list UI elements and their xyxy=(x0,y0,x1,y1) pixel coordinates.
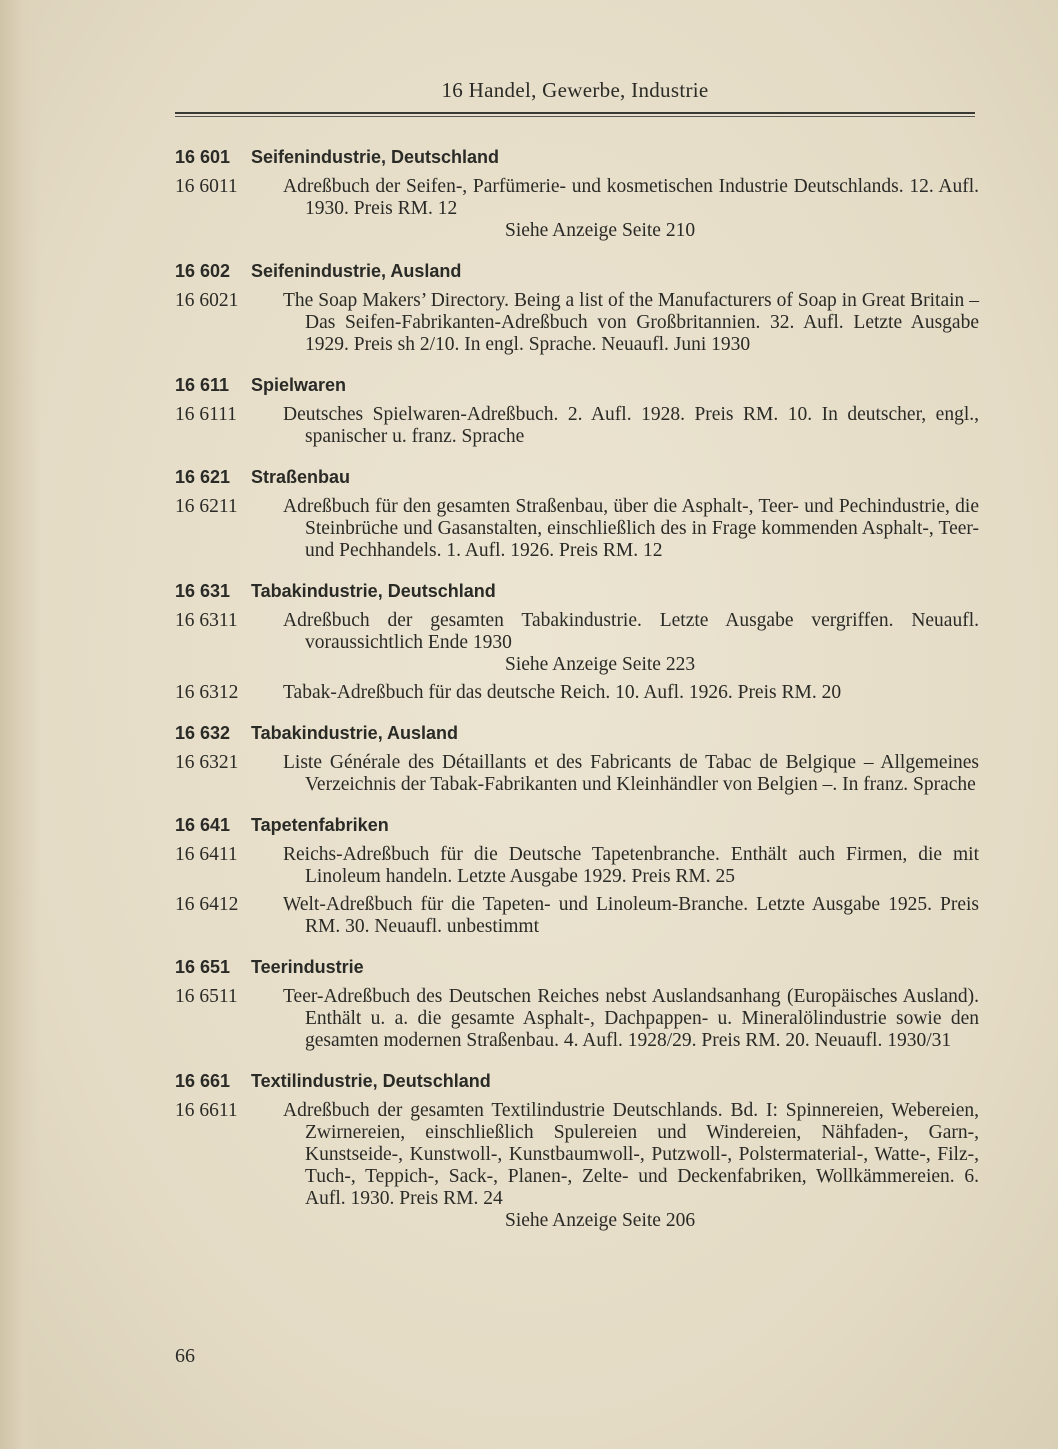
entry-number: 16 6011 xyxy=(175,176,238,197)
section-code: 16 641 xyxy=(175,815,231,835)
section-code: 16 602 xyxy=(175,261,231,281)
section xyxy=(175,466,979,562)
entry-text: Liste Générale des Détaillants et des Fabricants de Tabac de Belgique – Allgemeines Verzeichnis der Tabak-Fabrikanten und Kleinhändler von Belgien –. In franz. Sprache xyxy=(283,752,979,795)
section-code: 16 631 xyxy=(175,581,231,601)
entry-text: Adreßbuch der gesamten Tabakindustrie. Letzte Ausgabe vergriffen. Neuaufl. voraussichtlich Ende 1930 xyxy=(283,610,979,653)
ad-reference: Siehe Anzeige Seite 206 xyxy=(505,1210,696,1231)
section-heading xyxy=(175,814,979,836)
section xyxy=(175,374,979,448)
entry-number: 16 6111 xyxy=(175,404,237,425)
section-code: 16 651 xyxy=(175,957,231,977)
catalog-entry xyxy=(175,1100,979,1232)
catalog-entry xyxy=(175,610,979,676)
section-title: Teerindustrie xyxy=(251,957,364,977)
header-rule xyxy=(175,112,975,114)
entry-number: 16 6511 xyxy=(175,986,238,1007)
running-header: 16 Handel, Gewerbe, Industrie xyxy=(441,78,709,102)
entry-number: 16 6321 xyxy=(175,752,239,773)
entry-text: Adreßbuch der gesamten Textilindustrie Deutschlands. Bd. I: Spinnereien, Webereien, Zwirnereien, einschließlich Spulereien und Windereien, Nähfaden-, Garn-, Kunstseide-, Kunstwoll-, Kunstbaumwoll-, Putzwoll-, Polstermaterial-, Watte-, Filz-, Tuch-, Teppich-, Sack-, Planen-, Zelte- und Deckenfabriken, Wollkämmereien. 6. Aufl. 1930. Preis RM. 24 xyxy=(283,1100,979,1209)
entry-text: The Soap Makers’ Directory. Being a list of the Manufacturers of Soap in Great Britain – Das Seifen-Fabrikanten-Adreßbuch von Großbritannien. 32. Aufl. Letzte Ausgabe 1929. Preis sh 2/10. In engl. Sprache. Neuaufl. Juni 1930 xyxy=(283,290,979,355)
section-heading xyxy=(175,466,979,488)
section xyxy=(175,956,979,1052)
section-title: Seifenindustrie, Deutschland xyxy=(251,147,500,167)
section-title: Tabakindustrie, Deutschland xyxy=(251,581,496,601)
entry-text: Teer-Adreßbuch des Deutschen Reiches nebst Auslandsanhang (Europäisches Ausland). Enthält u. a. die gesamte Asphalt-, Dachpappen- u. Mineralölindustrie sowie den gesamten modernen Straßenbau. 4. Aufl. 1928/29. Preis RM. 20. Neuaufl. 1930/31 xyxy=(283,986,979,1051)
entry-number: 16 6412 xyxy=(175,894,239,915)
section-code: 16 621 xyxy=(175,467,231,487)
section-code: 16 601 xyxy=(175,147,231,167)
section-title: Seifenindustrie, Ausland xyxy=(251,261,462,281)
section-title: Straßenbau xyxy=(251,467,351,487)
section xyxy=(175,146,979,242)
binding-edge xyxy=(0,0,40,1449)
section-title: Spielwaren xyxy=(251,375,347,395)
entry-number: 16 6021 xyxy=(175,290,239,311)
section-heading xyxy=(175,580,979,602)
entry-text: Adreßbuch für den gesamten Straßenbau, über die Asphalt-, Teer- und Pechindustrie, die Steinbrüche und Gasanstalten, einschließlich des in Frage kommenden Asphalt-, Teer- und Pechhandels. 1. Aufl. 1926. Preis RM. 12 xyxy=(283,496,979,561)
entry-text: Welt-Adreßbuch für die Tapeten- und Linoleum-Branche. Letzte Ausgabe 1925. Preis RM. 30. Neuaufl. unbestimmt xyxy=(283,894,979,937)
section-code: 16 661 xyxy=(175,1071,231,1091)
section xyxy=(175,260,979,356)
section xyxy=(175,722,979,796)
catalog-entry xyxy=(175,844,979,888)
entry-number: 16 6611 xyxy=(175,1100,238,1121)
section-title: Tapetenfabriken xyxy=(251,815,389,835)
section-title: Tabakindustrie, Ausland xyxy=(251,723,459,743)
entry-number: 16 6411 xyxy=(175,844,238,865)
catalog-content xyxy=(175,146,979,1250)
catalog-entry xyxy=(175,752,979,796)
catalog-entry xyxy=(175,176,979,242)
catalog-entry xyxy=(175,496,979,562)
entry-text: Adreßbuch der Seifen-, Parfümerie- und kosmetischen Industrie Deutschlands. 12. Aufl. 1930. Preis RM. 12 xyxy=(283,176,979,219)
section-heading xyxy=(175,1070,979,1092)
catalog-entry xyxy=(175,404,979,448)
page-number: 66 xyxy=(175,1345,195,1367)
section-heading xyxy=(175,146,979,168)
section-code: 16 632 xyxy=(175,723,231,743)
section xyxy=(175,580,979,704)
entry-text: Reichs-Adreßbuch für die Deutsche Tapetenbranche. Enthält auch Firmen, die mit Linoleum handeln. Letzte Ausgabe 1929. Preis RM. 25 xyxy=(283,844,979,887)
section xyxy=(175,814,979,938)
entry-number: 16 6312 xyxy=(175,682,239,703)
catalog-entry xyxy=(175,894,979,938)
catalog-entry xyxy=(175,682,979,704)
entry-text: Tabak-Adreßbuch für das deutsche Reich. 10. Aufl. 1926. Preis RM. 20 xyxy=(283,682,842,703)
section-heading xyxy=(175,260,979,282)
catalog-entry xyxy=(175,290,979,356)
entry-text: Deutsches Spielwaren-Adreßbuch. 2. Aufl. 1928. Preis RM. 10. In deutscher, engl., spanischer u. franz. Sprache xyxy=(283,404,979,447)
ad-reference: Siehe Anzeige Seite 210 xyxy=(505,220,696,241)
entry-number: 16 6311 xyxy=(175,610,238,631)
section-heading xyxy=(175,956,979,978)
section-heading xyxy=(175,374,979,396)
section xyxy=(175,1070,979,1232)
entry-number: 16 6211 xyxy=(175,496,238,517)
section-code: 16 611 xyxy=(175,375,230,395)
catalog-entry xyxy=(175,986,979,1052)
ad-reference: Siehe Anzeige Seite 223 xyxy=(505,654,696,675)
section-title: Textilindustrie, Deutschland xyxy=(251,1071,491,1091)
section-heading xyxy=(175,722,979,744)
